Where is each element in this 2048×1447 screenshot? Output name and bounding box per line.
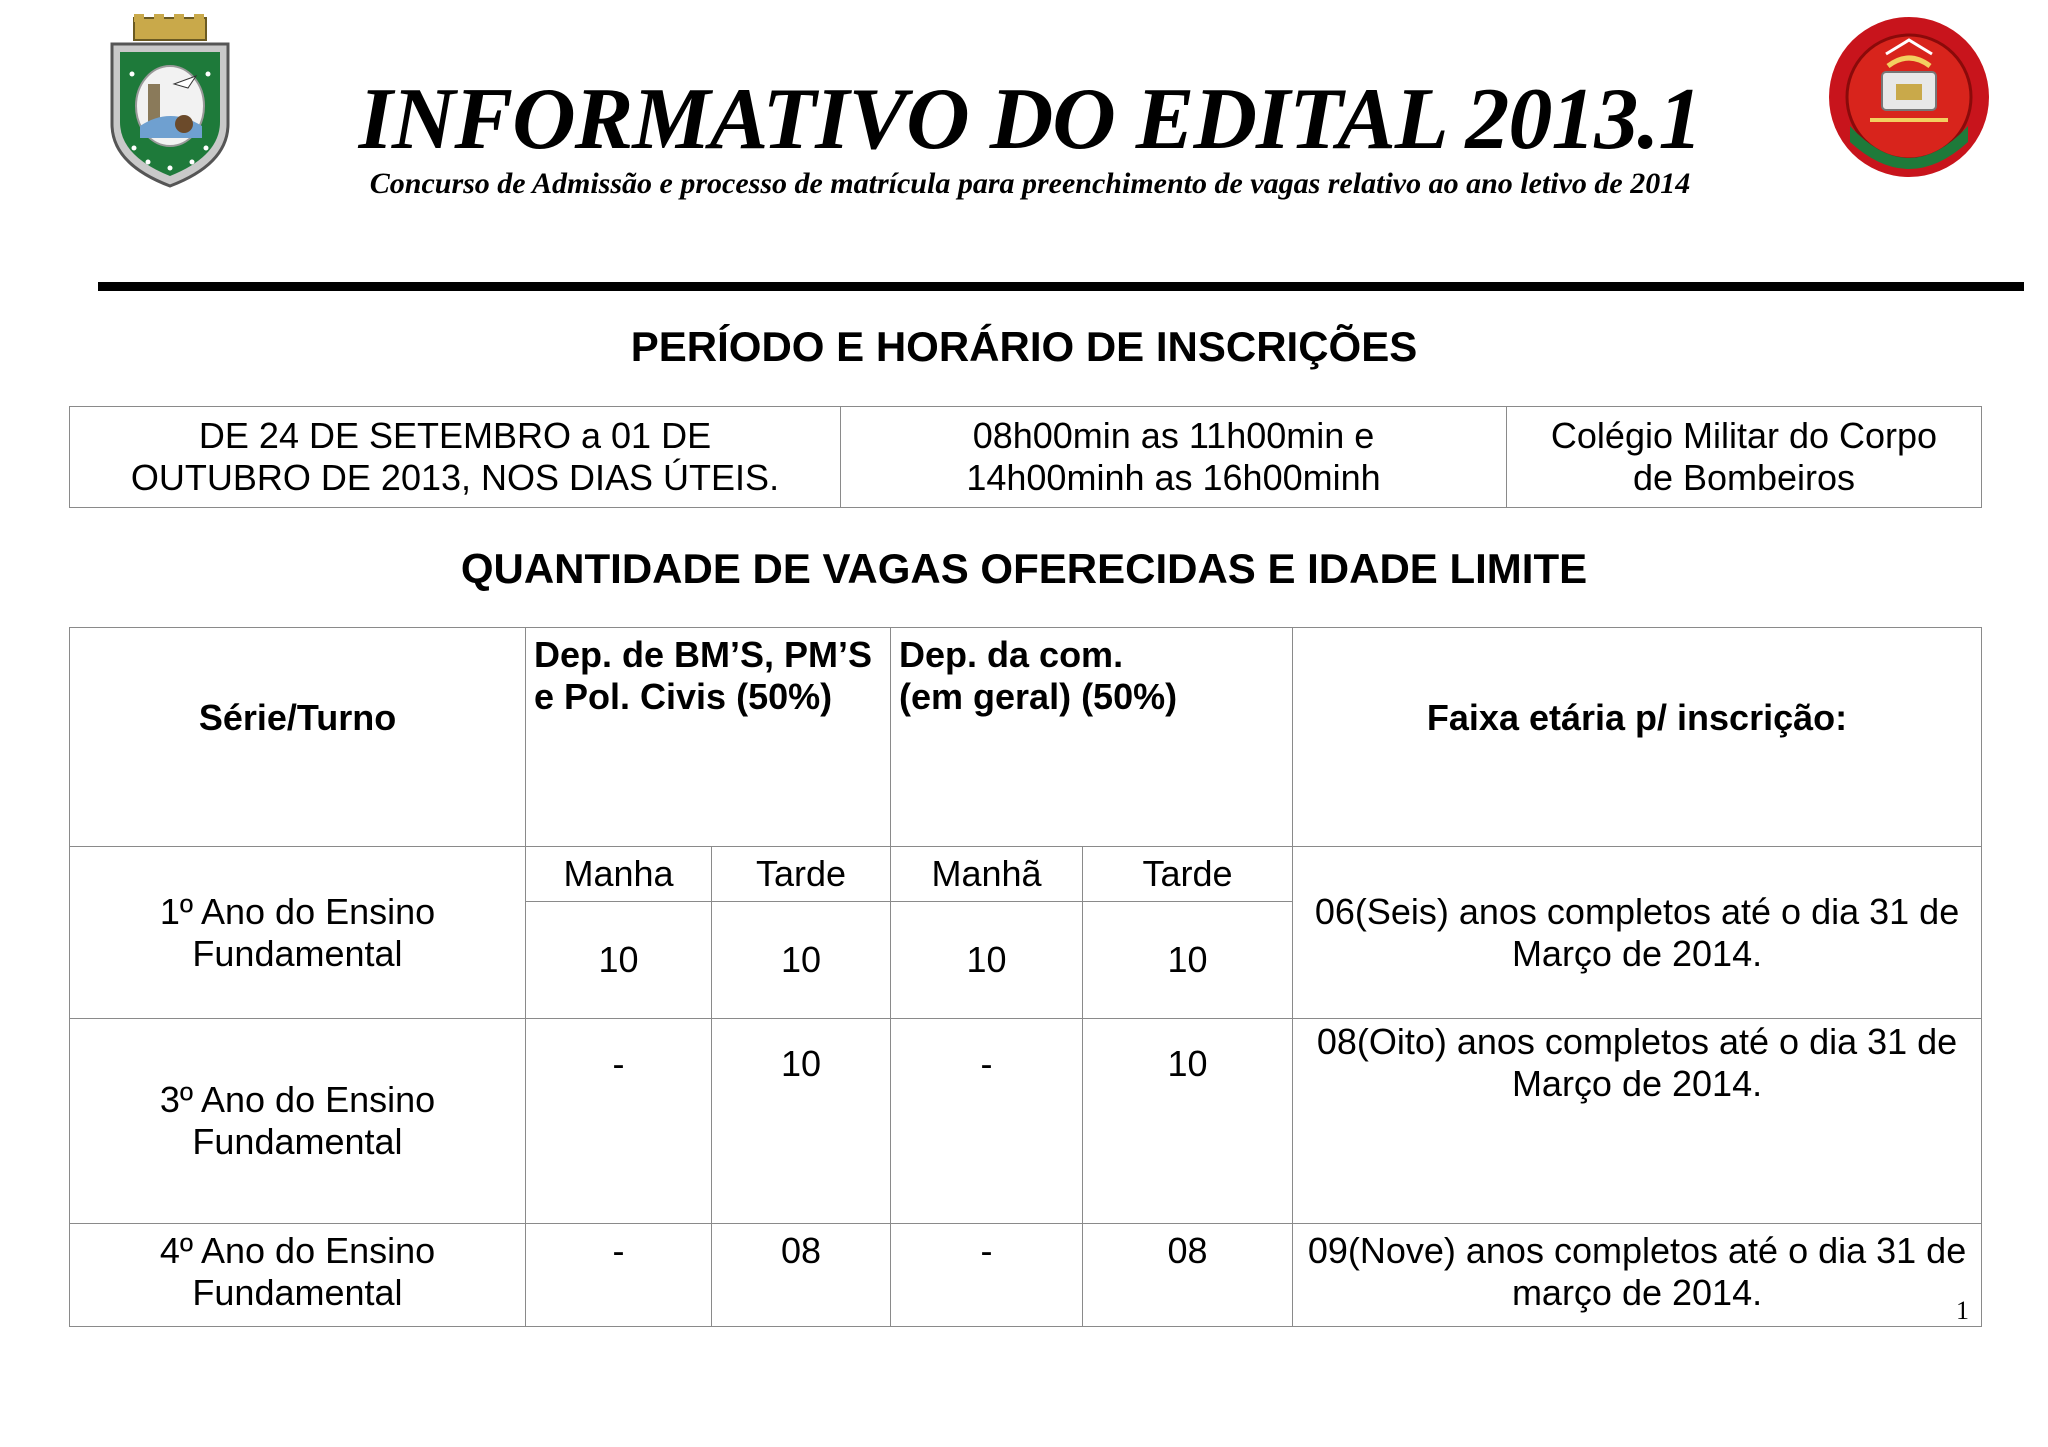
registration-location-cell: [1507, 407, 1982, 508]
column-header-line: e Pol. Civis (50%): [534, 676, 833, 717]
registration-hours-line: 08h00min as 11h00min e: [972, 415, 1375, 456]
vacancy-value-cell: 08: [1083, 1224, 1293, 1327]
registration-heading: PERÍODO E HORÁRIO DE INSCRIÇÕES: [630, 323, 1418, 370]
age-cell: [1293, 1019, 1982, 1224]
header-divider: [98, 282, 2024, 291]
column-header-dep-bms: [526, 628, 891, 847]
vacancy-value-cell: 10: [712, 902, 891, 1019]
table-header-row: [70, 628, 1982, 847]
vacancy-value-cell: 08: [712, 1224, 891, 1327]
age-line: 09(Nove) anos completos até o dia 31 de: [1307, 1230, 1967, 1271]
vacancy-value-cell: 10: [891, 902, 1083, 1019]
table-row: [70, 1224, 1982, 1327]
column-header-serie: Série/Turno: [70, 628, 526, 847]
column-header-line: (em geral) (50%): [899, 676, 1178, 717]
column-header-dep-com: [891, 628, 1293, 847]
age-line: 06(Seis) anos completos até o dia 31 de: [1314, 890, 1960, 932]
column-header-age: Faixa etária p/ inscrição:: [1293, 628, 1982, 847]
registration-hours-cell: [841, 407, 1507, 508]
registration-period-cell: [70, 407, 841, 508]
vacancy-value-cell: -: [526, 1019, 712, 1224]
shift-row: [70, 847, 1982, 902]
serie-cell: [70, 847, 526, 1019]
document-subtitle: Concurso de Admissão e processo de matrícula para preenchimento de vagas relativo ao ano letivo de 2014: [369, 167, 1691, 200]
fire-brigade-school-emblem-icon: [1826, 14, 1992, 180]
vacancy-value-cell: 10: [1083, 902, 1293, 1019]
serie-line: Fundamental: [192, 1121, 403, 1162]
age-line: Março de 2014.: [1511, 932, 1763, 974]
registration-hours-line: 14h00minh as 16h00minh: [966, 457, 1381, 498]
shift-label-cell: Tarde: [1083, 847, 1293, 902]
column-header-line: Dep. de BM’S, PM’S: [534, 634, 873, 675]
shift-label-cell: Manha: [526, 847, 712, 902]
page-number: 1: [1956, 1296, 1969, 1325]
serie-line: Fundamental: [192, 1272, 403, 1313]
age-cell: [1293, 1224, 1982, 1327]
column-header-line: Dep. da com.: [899, 634, 1124, 675]
shift-label-cell: Manhã: [891, 847, 1083, 902]
table-row: [70, 1019, 1982, 1224]
registration-period-line: OUTUBRO DE 2013, NOS DIAS ÚTEIS.: [130, 457, 780, 498]
serie-line: 3º Ano do Ensino: [159, 1079, 436, 1120]
serie-line: 1º Ano do Ensino: [159, 890, 436, 932]
serie-cell: [70, 1019, 526, 1224]
vacancy-value-cell: 10: [1083, 1019, 1293, 1224]
vacancy-value-cell: 10: [712, 1019, 891, 1224]
vacancy-value-cell: 10: [526, 902, 712, 1019]
ceara-coat-of-arms-icon: [104, 14, 236, 190]
age-line: 08(Oito) anos completos até o dia 31 de: [1316, 1021, 1958, 1062]
registration-table: [69, 406, 1982, 508]
vacancies-heading: QUANTIDADE DE VAGAS OFERECIDAS E IDADE LIMITE: [460, 545, 1588, 592]
serie-line: 4º Ano do Ensino: [159, 1230, 436, 1271]
vacancy-value-cell: -: [891, 1224, 1083, 1327]
document-title: INFORMATIVO DO EDITAL 2013.1: [358, 71, 1702, 168]
vacancies-table: [69, 627, 1982, 1327]
age-cell: [1293, 847, 1982, 1019]
registration-location-line: de Bombeiros: [1632, 457, 1856, 498]
shift-label-cell: Tarde: [712, 847, 891, 902]
registration-location-line: Colégio Militar do Corpo: [1550, 415, 1938, 456]
serie-line: Fundamental: [192, 932, 403, 974]
registration-period-line: DE 24 DE SETEMBRO a 01 DE: [198, 415, 712, 456]
serie-cell: [70, 1224, 526, 1327]
vacancy-value-cell: -: [891, 1019, 1083, 1224]
vacancy-value-cell: -: [526, 1224, 712, 1327]
registration-row: [70, 407, 1982, 508]
age-line: março de 2014.: [1511, 1272, 1763, 1313]
age-line: Março de 2014.: [1511, 1063, 1763, 1104]
